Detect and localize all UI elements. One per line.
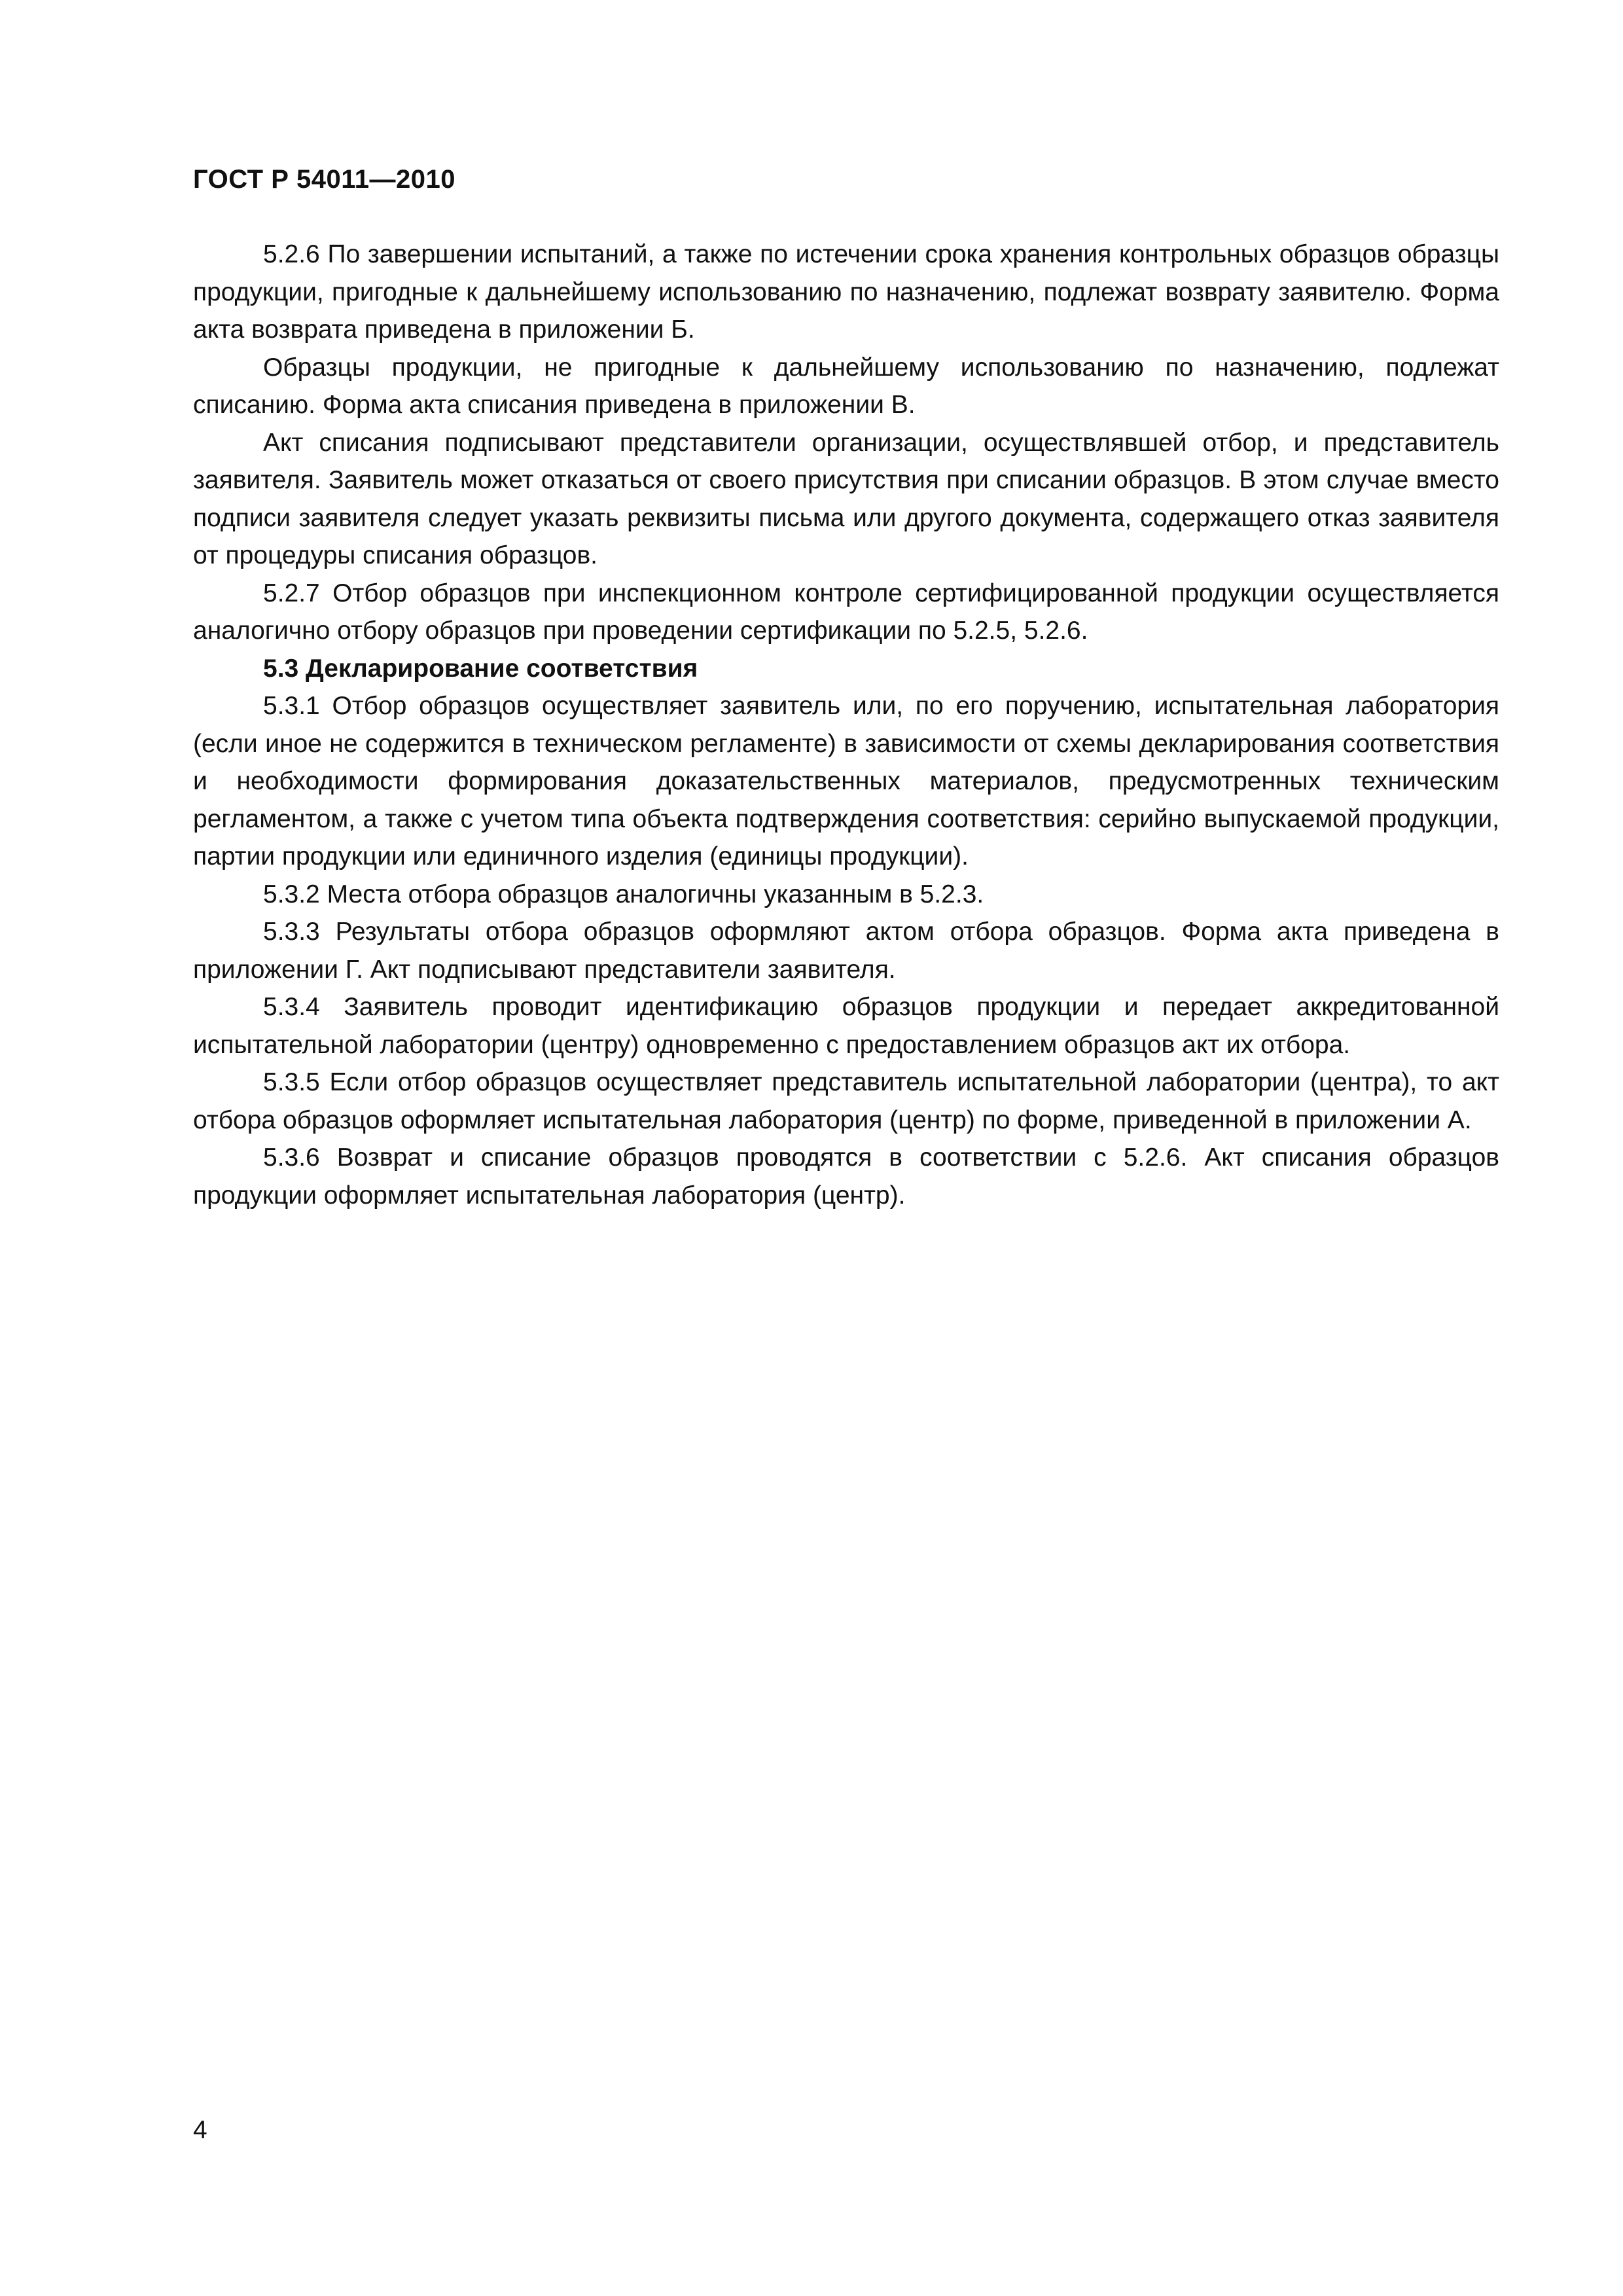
document-code-header: ГОСТ Р 54011—2010	[193, 165, 455, 194]
section-5-3-heading: 5.3 Декларирование соответствия	[263, 654, 698, 683]
paragraph-writeoff-act: Акт списания подписывают представители организации, осуществлявшей отбор, и представитель заявителя. Заявитель может отказаться от своего присутствия при списании образцов. В этом случае вместо подписи заявителя следует указать реквизиты письма или другого документа, содержащего отказ заявителя от процедуры списания образцов.	[193, 428, 1499, 569]
paragraph-unfit-samples: Образцы продукции, не пригодные к дальнейшему использованию по назначению, подлежат списанию. Форма акта списания приведена в приложении В.	[193, 353, 1499, 419]
clause-5-2-7: 5.2.7 Отбор образцов при инспекционном контроле сертифицированной продукции осуществляется аналогично отбору образцов при проведении сертификации по 5.2.5, 5.2.6.	[193, 579, 1499, 645]
clause-5-2-6: 5.2.6 По завершении испытаний, а также по истечении срока хранения контрольных образцов образцы продукции, пригодные к дальнейшему использованию по назначению, подлежат возврату заявителю. Форма акта возврата приведена в приложении Б.	[193, 240, 1499, 344]
clause-5-3-5: 5.3.5 Если отбор образцов осуществляет представитель испытательной лаборатории (центра), то акт отбора образцов оформляет испытательная лаборатория (центр) по форме, приведенной в приложении А.	[193, 1068, 1499, 1134]
clause-5-3-4: 5.3.4 Заявитель проводит идентификацию образцов продукции и передает аккредитованной испытательной лаборатории (центру) одновременно с предоставлением образцов акт их отбора.	[193, 993, 1499, 1059]
clause-5-3-1: 5.3.1 Отбор образцов осуществляет заявитель или, по его поручению, испытательная лаборатория (если иное не содержится в техническом регламенте) в зависимости от схемы декларирования соответствия и необходимости формирования доказательственных материалов, предусмотренных техническим регламентом, а также с учетом типа объекта подтверждения соответствия: серийно выпускаемой продукции, партии продукции или единичного изделия (единицы продукции).	[193, 692, 1499, 870]
clause-5-3-6: 5.3.6 Возврат и списание образцов проводятся в соответствии с 5.2.6. Акт списания образцов продукции оформляет испытательная лаборатория (центр).	[193, 1143, 1499, 1210]
page-number: 4	[193, 2116, 207, 2144]
clause-5-3-2: 5.3.2 Места отбора образцов аналогичны указанным в 5.2.3.	[263, 880, 984, 908]
clause-5-3-3: 5.3.3 Результаты отбора образцов оформляют актом отбора образцов. Форма акта приведена в приложении Г. Акт подписывают представители заявителя.	[193, 918, 1499, 984]
document-body	[193, 236, 1499, 1214]
